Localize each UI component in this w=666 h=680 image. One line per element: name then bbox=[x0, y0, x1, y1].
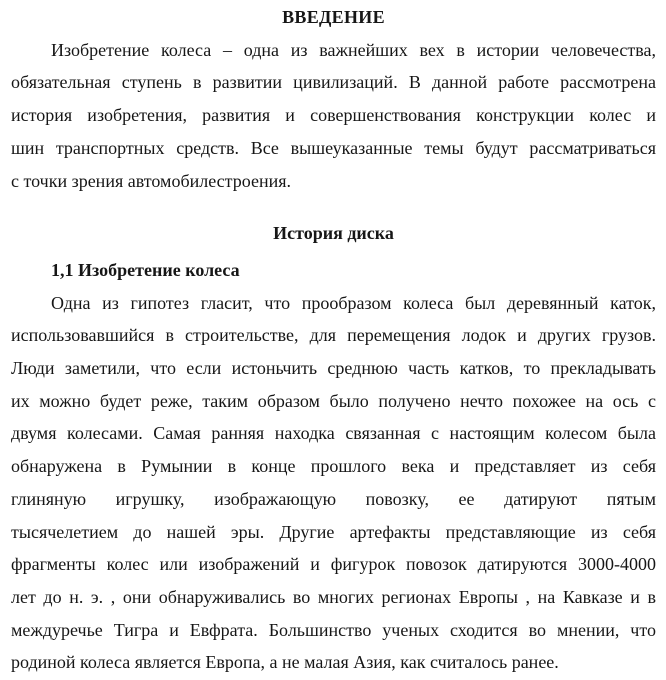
paragraph-line: история изобретения, развития и совершенствования конструкции колес и bbox=[11, 105, 656, 126]
paragraph-line: фрагменты колес или изображений и фигурок повозок датируются 3000-4000 bbox=[11, 554, 656, 575]
paragraph-line: глиняную игрушку, изображающую повозку, ее датируют пятым bbox=[11, 488, 656, 509]
paragraph-line: обнаружена в Румынии в конце прошлого века и представляет из себя bbox=[11, 456, 656, 477]
paragraph-line: лет до н. э. , они обнаруживались во многих регионах Европы , на Кавказе и в bbox=[11, 586, 656, 607]
paragraph-line: шин транспортных средств. Все вышеуказанные темы будут рассматриваться bbox=[11, 137, 656, 158]
subsection-heading: 1,1 Изобретение колеса bbox=[51, 259, 240, 280]
paragraph-line: их можно будет реже, таким образом было получено нечто похожее на ось с bbox=[11, 390, 656, 411]
paragraph-line: двумя колесами. Самая ранняя находка связанная с настоящим колесом была bbox=[11, 423, 656, 444]
paragraph-line: Изобретение колеса – одна из важнейших вех в истории человечества, bbox=[51, 39, 656, 60]
intro-paragraph bbox=[11, 34, 656, 198]
paragraph-line: обязательная ступень в развитии цивилизаций. В данной работе рассмотрена bbox=[11, 72, 656, 93]
paragraph-line: родиной колеса является Европа, а не малая Азия, как считалось ранее. bbox=[11, 652, 559, 673]
paragraph-line: Люди заметили, что если истоньчить среднюю часть катков, то прекладывать bbox=[11, 358, 656, 379]
paragraph-line: междуречье Тигра и Евфрата. Большинство ученых сходится во мнении, что bbox=[11, 619, 656, 640]
paragraph-line: с точки зрения автомобилестроения. bbox=[11, 170, 291, 191]
paragraph-line: тысячелетием до нашей эры. Другие артефакты представляющие из себя bbox=[11, 521, 656, 542]
paragraph-line: Одна из гипотез гласит, что прообразом колеса был деревянный каток, bbox=[51, 292, 656, 313]
body-paragraph bbox=[11, 287, 656, 679]
section-heading: История диска bbox=[273, 223, 394, 244]
paragraph-line: использовавшийся в строительстве, для перемещения лодок и других грузов. bbox=[11, 325, 656, 346]
document-title: ВВЕДЕНИЕ bbox=[282, 7, 385, 27]
